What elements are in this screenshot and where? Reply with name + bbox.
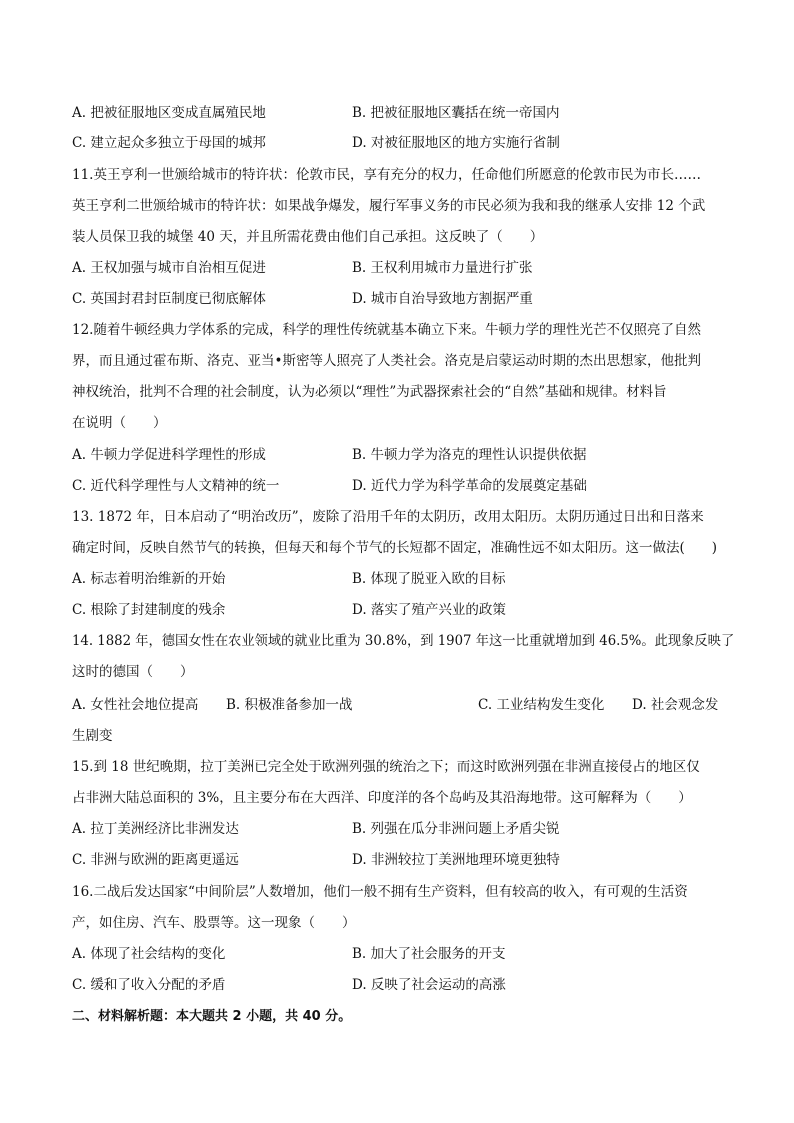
q12-option-b: B. 牛顿力学为洛克的理性认识提供依据: [352, 447, 587, 463]
q10-option-a: A. 把被征服地区变成直属殖民地: [72, 105, 266, 121]
q14-option-a: A. 女性社会地位提高: [72, 697, 199, 713]
q12-stem-line2: 界，而且通过霍布斯、洛克、亚当•斯密等人照亮了人类社会。洛克是启蒙运动时期的杰出思想家，他批判: [72, 353, 701, 369]
q14-option-c: C. 工业结构发生变化: [478, 697, 605, 713]
q12-option-d: D. 近代力学为科学革命的发展奠定基础: [352, 478, 587, 494]
q10-option-c: C. 建立起众多独立于母国的城邦: [72, 135, 266, 151]
q12-option-c: C. 近代科学理性与人文精神的统一: [72, 478, 280, 494]
q11-stem-line2: 英王亨利二世颁给城市的特许状：如果战争爆发，履行军事义务的市民必须为我和我的继承人安排 12 个武: [72, 198, 706, 214]
q14-option-d-continued: 生剧变: [72, 728, 113, 744]
q11-option-a: A. 王权加强与城市自治相互促进: [72, 260, 266, 276]
q12-option-a: A. 牛顿力学促进科学理性的形成: [72, 447, 266, 463]
q16-stem-line1: 16.二战后发达国家“中间阶层”人数增加，他们一般不拥有生产资料，但有较高的收入，有可观的生活资: [72, 884, 688, 900]
q14-stem-line1: 14. 1882 年，德国女性在农业领域的就业比重为 30.8%，到 1907 年这一比重就增加到 46.5%。此现象反映了: [72, 633, 735, 649]
q11-stem-line3: 装人员保卫我的城堡 40 天，并且所需花费由他们自己承担。这反映了（ ）: [72, 229, 544, 245]
q15-stem-line1: 15.到 18 世纪晚期，拉丁美洲已完全处于欧洲列强的统治之下；而这时欧洲列强在非洲直接侵占的地区仅: [72, 759, 700, 775]
q14-option-d: D. 社会观念发: [632, 697, 719, 713]
q13-option-a: A. 标志着明治维新的开始: [72, 571, 226, 587]
q11-option-b: B. 王权利用城市力量进行扩张: [352, 260, 533, 276]
q15-option-d: D. 非洲较拉丁美洲地理环境更独特: [352, 852, 560, 868]
q15-option-a: A. 拉丁美洲经济比非洲发达: [72, 821, 239, 837]
q12-stem-line3: 神权统治，批判不合理的社会制度，认为必须以“理性”为武器探索社会的“自然”基础和规律。材料旨: [72, 384, 667, 400]
q10-option-d: D. 对被征服地区的地方实施行省制: [352, 135, 560, 151]
q14-option-b: B. 积极准备参加一战: [226, 697, 353, 713]
q16-option-c: C. 缓和了收入分配的矛盾: [72, 977, 226, 993]
q14-stem-line2: 这时的德国（ ）: [72, 664, 194, 680]
q15-stem-line2: 占非洲大陆总面积的 3%，且主要分布在大西洋、印度洋的各个岛屿及其沿海地带。这可解释为（ ）: [72, 790, 692, 806]
q13-option-c: C. 根除了封建制度的残余: [72, 602, 226, 618]
q12-stem-line4: 在说明（ ）: [72, 415, 167, 431]
q16-option-a: A. 体现了社会结构的变化: [72, 946, 226, 962]
q11-option-c: C. 英国封君封臣制度已彻底解体: [72, 291, 266, 307]
q12-stem-line1: 12.随着牛顿经典力学体系的完成，科学的理性传统就基本确立下来。牛顿力学的理性光芒不仅照亮了自然: [72, 322, 701, 338]
q13-option-d: D. 落实了殖产兴业的政策: [352, 602, 506, 618]
q15-option-b: B. 列强在瓜分非洲问题上矛盾尖锐: [352, 821, 560, 837]
q11-stem-line1: 11.英王亨利一世颁给城市的特许状：伦敦市民，享有充分的权力，任命他们所愿意的伦敦市民为市长……: [72, 167, 701, 183]
q16-option-d: D. 反映了社会运动的高涨: [352, 977, 506, 993]
section-heading: 二、材料解析题：本大题共 2 小题，共 40 分。: [72, 1009, 352, 1024]
q16-option-b: B. 加大了社会服务的开支: [352, 946, 506, 962]
q13-stem-line2: 确定时间，反映自然节气的转换，但每天和每个节气的长短都不固定，准确性远不如太阳历。这一做法( ): [72, 540, 718, 556]
q15-option-c: C. 非洲与欧洲的距离更遥远: [72, 852, 239, 868]
q13-option-b: B. 体现了脱亚入欧的目标: [352, 571, 506, 587]
q13-stem-line1: 13. 1872 年，日本启动了“明治改历”，废除了沿用千年的太阴历，改用太阳历。太阴历通过日出和日落来: [72, 509, 704, 525]
q10-option-b: B. 把被征服地区囊括在统一帝国内: [352, 105, 560, 121]
q11-option-d: D. 城市自治导致地方割据严重: [352, 291, 533, 307]
q16-stem-line2: 产，如住房、汽车、股票等。这一现象（ ）: [72, 915, 356, 931]
